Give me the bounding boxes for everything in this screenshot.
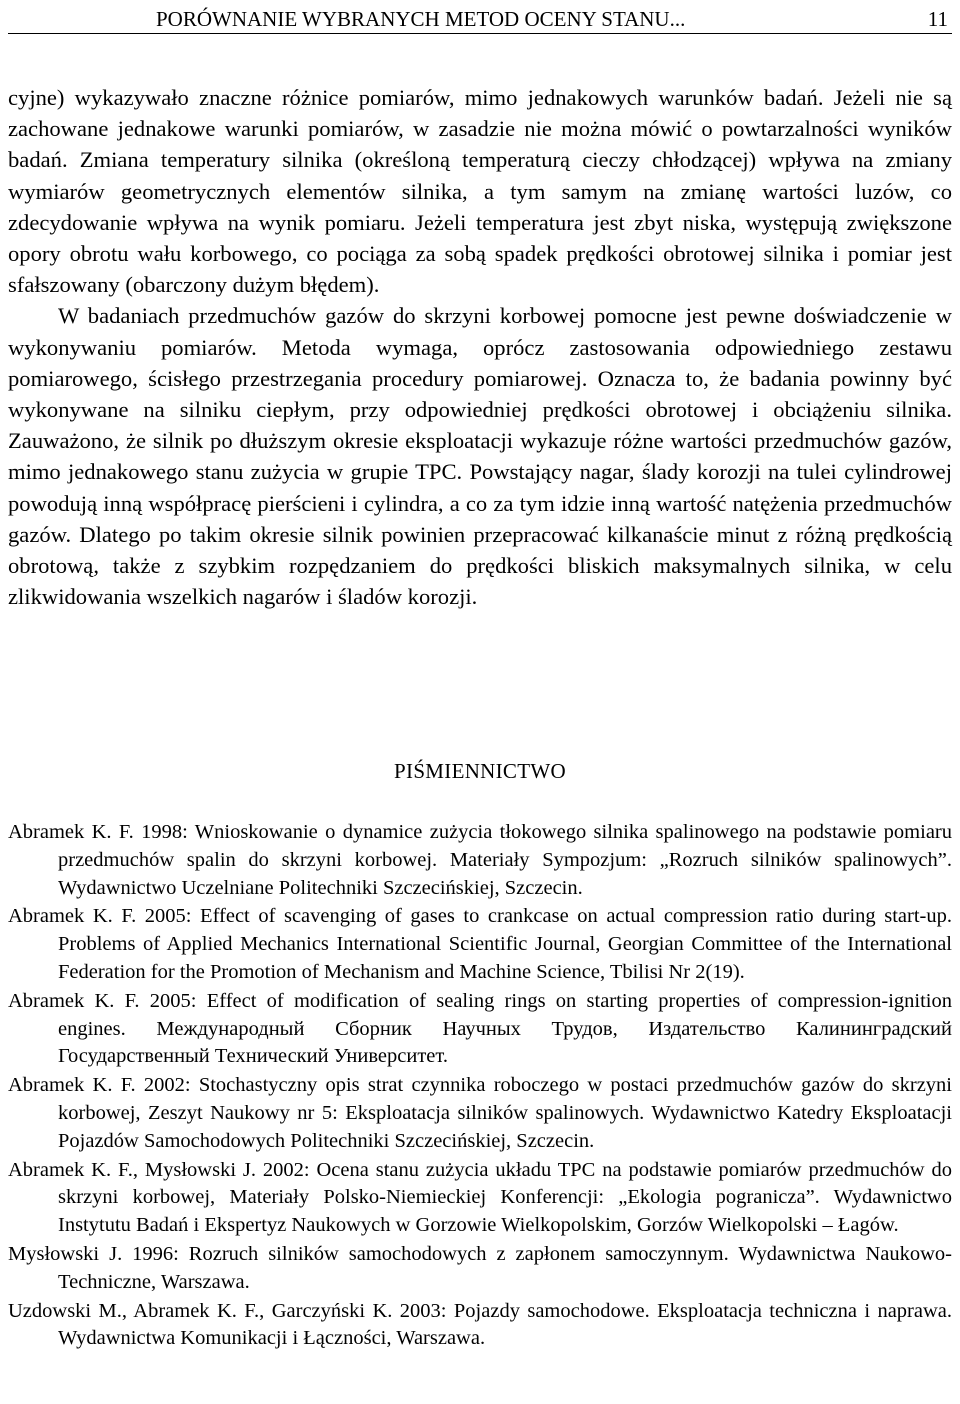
page-number: 11 [927,7,948,31]
body-paragraph-2: W badaniach przedmuchów gazów do skrzyni korbowej pomocne jest pewne doświadczenie w wykonywaniu pomiarów. Metoda wymaga, oprócz zastosowania odpowiedniego zestawu pomiarowego, ścisłego przestrzegania procedury pomiarowej. Oznacza to, że badania powinny być wykonywane na silniku ciepłym, przy odpowiedniej prędkości obrotowej i obciążeniu silnika. Zauważono, że silnik po dłuższym okresie eksploatacji wykazuje różne wartości przedmuchów gazów, mimo jednakowego stanu zużycia w grupie TPC. Powstający nagar, ślady korozji na tulei cylindrowej powodują inną współpracę pierścieni i cylindra, a co za tym idzie inną wartość natężenia przedmuchów gazów. Dlatego po takim okresie silnik powinien przepracować kilkanaście minut z różną prędkością obrotową, także z szybkim rozpędzaniem do prędkości bliskich maksymalnych silnika, w celu zlikwidowania wszelkich nagarów i śladów korozji. [8,303,952,610]
reference-item: Uzdowski M., Abramek K. F., Garczyński K. 2003: Pojazdy samochodowe. Eksploatacja techniczna i naprawa. Wydawnictwa Komunikacji i Łączności, Warszawa. [8,1299,952,1350]
running-header [8,4,952,34]
running-header-title: PORÓWNANIE WYBRANYCH METOD OCENY STANU... [156,7,686,31]
reference-item: Abramek K. F. 2002: Stochastyczny opis strat czynnika roboczego w postaci przedmuchów gazów do skrzyni korbowej, Zeszyt Naukowy nr 5: Eksploatacja silników spalinowych. Wydawnictwo Katedry Eksploatacji Pojazdów Samochodowych Politechniki Szczecińskiej, Szczecin. [8,1074,952,1152]
reference-item: Abramek K. F. 1998: Wnioskowanie o dynamice zużycia tłokowego silnika spalinowego na podstawie pomiaru przedmuchów spalin do skrzyni korbowej. Materiały Sympozjum: „Rozruch silników spalinowych”. Wydawnictwo Uczelniane Politechniki Szczecińskiej, Szczecin. [8,821,952,899]
reference-item: Abramek K. F. 2005: Effect of scavenging of gases to crankcase on actual compression ratio during start-up. Problems of Applied Mechanics International Scientific Journal, Georgian Committee of the International Federation for the Promotion of Mechanism and Machine Science, Tbilisi Nr 2(19). [8,905,952,983]
reference-item: Mysłowski J. 1996: Rozruch silników samochodowych z zapłonem samoczynnym. Wydawnictwa Naukowo-Techniczne, Warszawa. [8,1242,952,1293]
reference-item: Abramek K. F., Mysłowski J. 2002: Ocena stanu zużycia układu TPC na podstawie pomiarów przedmuchów do skrzyni korbowej, Materiały Polsko-Niemieckiej Konferencji: „Ekologia pogranicza”. Wydawnictwo Instytutu Badań i Ekspertyz Naukowych w Gorzowie Wielkopolskim, Gorzów Wielkopolski – Łagów. [8,1158,952,1237]
body-paragraph-1: cyjne) wykazywało znaczne różnice pomiarów, mimo jednakowych warunków badań. Jeżeli nie są zachowane jednakowe warunki pomiarów, w zasadzie nie można mówić o powtarzalności wyników badań. Zmiana temperatury silnika (określoną temperaturą cieczy chłodzącej) wpływa na zmiany wymiarów geometrycznych elementów silnika, a tym samym na zmianę wartości luzów, co zdecydowanie wpływa na wynik pomiaru. Jeżeli temperatura jest zbyt niska, występują zwiększone opory obrotu wału korbowego, co pociąga za sobą spadek prędkości obrotowej silnika i pomiar jest sfałszowany (obarczony dużym błędem). [8,85,952,298]
body-text [8,82,952,612]
references-heading: PIŚMIENNICTWO [394,759,566,783]
references-list [8,819,952,1354]
reference-item: Abramek K. F. 2005: Effect of modification of sealing rings on starting properties of compression-ignition engines. Международный Сборник Научных Трудов, Издательство Калининградский Государственный Технический Университет. [8,989,952,1068]
